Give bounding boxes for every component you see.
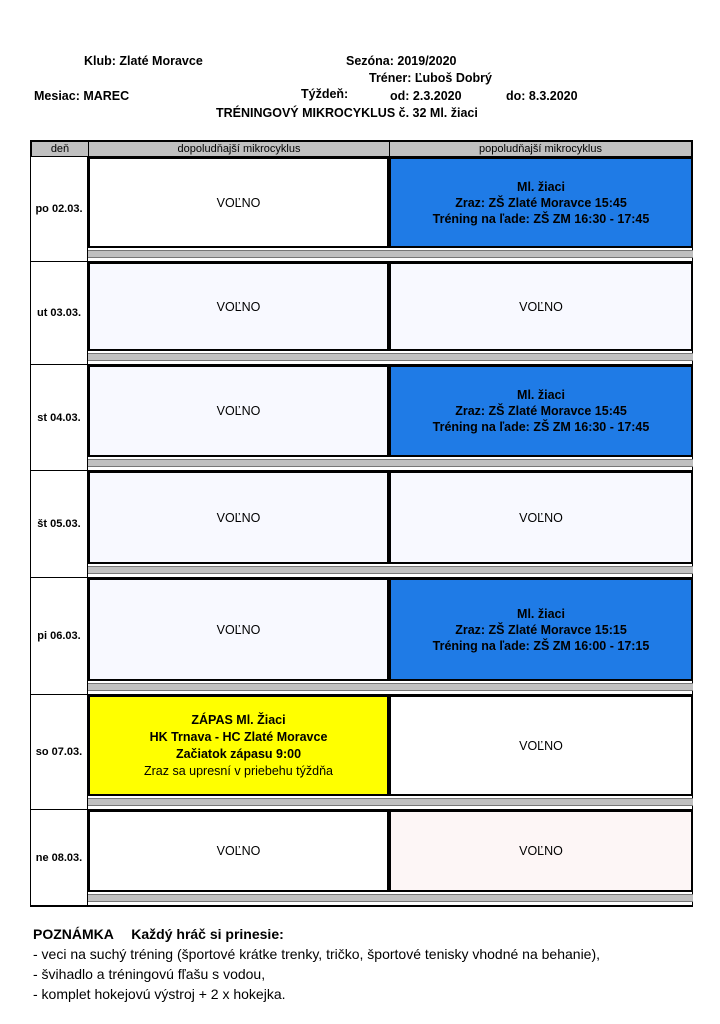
cell-line: Zraz sa upresní v priebehu týždňa [144, 763, 333, 778]
row-separator-band [389, 683, 693, 691]
day-label: so 07.03. [31, 695, 88, 810]
coach: Tréner: Ľuboš Dobrý [369, 71, 492, 85]
week-from: od: 2.3.2020 [390, 89, 462, 103]
day-label: po 02.03. [31, 157, 88, 262]
row-separator-band [88, 683, 389, 691]
cell-line: VOĽNO [216, 299, 261, 314]
morning-cell [88, 365, 389, 457]
column-header-day: deň [31, 141, 89, 157]
morning-cell [88, 471, 389, 564]
day-row [31, 471, 692, 578]
day-label: pi 06.03. [31, 578, 88, 695]
day-label: št 05.03. [31, 471, 88, 578]
cell-line: VOĽNO [216, 844, 261, 858]
day-row [31, 578, 692, 695]
schedule-table [30, 140, 693, 907]
row-separator-band [389, 894, 693, 902]
afternoon-cell [389, 471, 693, 564]
row-separator-band [389, 459, 693, 467]
day-row [31, 262, 692, 365]
row-separator-band [88, 459, 389, 467]
afternoon-cell [389, 695, 693, 796]
afternoon-cell [389, 365, 693, 457]
row-separator-band [389, 566, 693, 574]
season: Sezóna: 2019/2020 [346, 54, 457, 68]
week-label: Týždeň: [301, 87, 349, 101]
cell-line: Zraz: ZŠ Zlaté Moravce 15:45 [455, 404, 627, 418]
cell-line: Zraz: ZŠ Zlaté Moravce 15:15 [455, 622, 627, 637]
row-separator-band [88, 250, 389, 258]
cell-line: Ml. žiaci [517, 606, 565, 621]
cell-line: Tréning na ľade: ZŠ ZM 16:30 - 17:45 [432, 420, 650, 434]
day-label: st 04.03. [31, 365, 88, 471]
note-heading: Každý hráč si prinesie: [131, 926, 284, 942]
day-row [31, 810, 692, 906]
week-to: do: 8.3.2020 [506, 89, 578, 103]
afternoon-cell [389, 262, 693, 351]
cell-line: VOĽNO [519, 299, 563, 314]
cell-line: VOĽNO [519, 844, 563, 858]
morning-cell [88, 810, 389, 892]
note-item: - komplet hokejovú výstroj + 2 x hokejka. [33, 986, 286, 1002]
row-separator-band [389, 353, 693, 361]
row-separator-band [88, 894, 389, 902]
morning-cell [88, 578, 389, 681]
cell-line: Ml. žiaci [517, 388, 565, 402]
row-separator-band [389, 250, 693, 258]
row-separator-band [88, 353, 389, 361]
cell-line: ZÁPAS Ml. Žiaci [191, 712, 286, 727]
cell-line: Tréning na ľade: ZŠ ZM 16:30 - 17:45 [432, 211, 650, 226]
afternoon-cell [389, 810, 693, 892]
column-header-afternoon: popoludňajší mikrocyklus [389, 141, 692, 157]
day-row [31, 157, 692, 262]
month: Mesiac: MAREC [34, 89, 130, 103]
cell-line: HK Trnava - HC Zlaté Moravce [149, 729, 328, 744]
document-title: TRÉNINGOVÝ MIKROCYKLUS č. 32 Ml. žiaci [216, 106, 478, 120]
day-row [31, 365, 692, 471]
cell-line: Začiatok zápasu 9:00 [175, 746, 302, 761]
cell-line: VOĽNO [216, 195, 261, 210]
cell-line: VOĽNO [216, 622, 261, 637]
note-item: - veci na suchý tréning (športové krátke trenky, tričko, športové tenisky vhodné na behanie), [33, 946, 601, 962]
cell-line: Tréning na ľade: ZŠ ZM 16:00 - 17:15 [432, 638, 650, 653]
cell-line: Zraz: ZŠ Zlaté Moravce 15:45 [455, 195, 627, 210]
cell-line: VOĽNO [216, 510, 261, 525]
day-row [31, 695, 692, 810]
afternoon-cell [389, 578, 693, 681]
day-label: ut 03.03. [31, 262, 88, 365]
morning-cell [88, 695, 389, 796]
row-separator-band [88, 566, 389, 574]
club-name: Klub: Zlaté Moravce [84, 54, 203, 68]
row-separator-band [88, 798, 389, 806]
row-separator-band [389, 798, 693, 806]
cell-line: VOĽNO [519, 510, 563, 525]
column-header-morning: dopoludňajší mikrocyklus [88, 141, 390, 157]
afternoon-cell [389, 157, 693, 248]
note-label: POZNÁMKA [33, 926, 114, 942]
morning-cell [88, 262, 389, 351]
note-item: - švihadlo a tréningovú fľašu s vodou, [33, 966, 266, 982]
day-label: ne 08.03. [31, 810, 88, 906]
note-header [33, 926, 284, 942]
morning-cell [88, 157, 389, 248]
cell-line: VOĽNO [519, 738, 563, 753]
cell-line: VOĽNO [216, 404, 261, 418]
cell-line: Ml. žiaci [517, 179, 565, 194]
row-divider [31, 905, 692, 906]
